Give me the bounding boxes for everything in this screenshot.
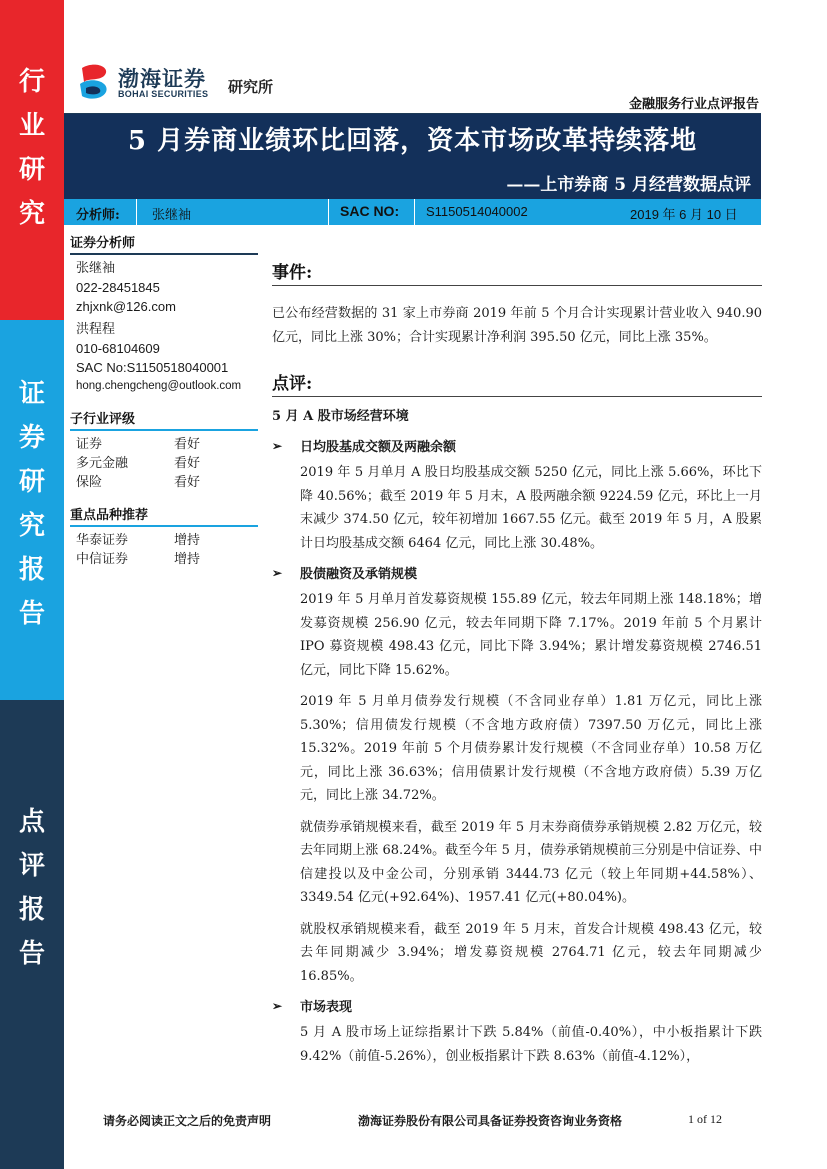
side-char: 业 (18, 111, 45, 141)
side-char: 告 (18, 599, 45, 629)
picks-section-heading: 重点品种推荐 (70, 504, 258, 527)
side-char: 报 (18, 555, 45, 585)
side-char: 评 (18, 851, 45, 881)
side-char: 点 (18, 807, 45, 837)
paragraph: 就债券承销规模来看，截至 2019 年 5 月末券商债券承销规模 2.82 万亿元，较去年同期上涨 68.24%。截至今年 5 月，债券承销规模前三分别是中信证券、中信建投以及中金公司，分别承销 3444.73 亿元（较上年同期+44.58%）、3349.54 亿元(+92.64%)、1957.41 亿元(+80.04%)。 (300, 819, 762, 905)
bullet-label: 市场表现 (300, 1000, 353, 1015)
paragraph: 就股权承销规模来看，截至 2019 年 5 月末，首发合计规模 498.43 亿元，较去年同期减少 3.94%；增发募资规模 2764.71 亿元，较去年同期减少 16.85%。 (300, 921, 762, 984)
side-char: 研 (18, 155, 45, 185)
title-band (64, 114, 761, 199)
event-paragraph: 已公布经营数据的 31 家上市券商 2019 年前 5 个月合计实现累计营业收入 940.90 亿元，同比上涨 30%；合计实现累计净利润 395.50 亿元，同比上涨 35%。 (272, 306, 762, 345)
rating-name: 多元金融 (76, 456, 129, 471)
pick-rating: 增持 (174, 552, 201, 567)
side-bar-securities-report (0, 320, 64, 700)
qualification-note: 渤海证券股份有限公司具备证券投资咨询业务资格 (358, 1114, 623, 1128)
bullet-label: 股债融资及承销规模 (300, 567, 418, 582)
subsection-heading: 5 月 A 股市场经营环境 (272, 409, 409, 424)
analyst-1-email[interactable]: zhjxnk@126.com (76, 299, 176, 314)
rating-row (70, 454, 258, 473)
logo-chinese-name: 渤海证券 (118, 67, 206, 91)
sac-label: SAC NO: (340, 203, 400, 219)
main-content (272, 258, 762, 1068)
analyst-2-sac: SAC No:S1150518040001 (76, 360, 229, 375)
rating-row (70, 473, 258, 492)
report-type: 金融服务行业点评报告 (628, 97, 759, 112)
analyst-section-heading: 证券分析师 (70, 232, 258, 255)
divider (414, 199, 415, 225)
bohai-logo-icon (78, 62, 114, 102)
paragraph: 2019 年 5 月单月债券发行规模（不含同业存单）1.81 万亿元，同比上涨 5.30%；信用债发行规模（不含地方政府债）7397.50 万亿元，同比上涨 15.32%。2019 年前 5 个月债券累计发行规模（不含同业存单）10.58 万亿元，同比上涨 36.63%；信用债累计发行规模（不含地方政府债）5.39 万亿元，同比上涨 34.72%。 (300, 694, 762, 803)
analyst-label: 分析师: (76, 208, 120, 223)
report-date: 2019 年 6 月 10 日 (630, 207, 738, 222)
disclaimer-note: 请务必阅读正文之后的免责声明 (103, 1114, 272, 1128)
paragraph: 2019 年 5 月单月首发募资规模 155.89 亿元，较去年同期上涨 148.18%；增发募资规模 256.90 亿元，较去年同期下降 7.17%。2019 年前 5 个月累计 IPO 募资规模 498.43 亿元，同比下降 3.94%；累计增发募资规模 2746.51 亿元，同比下降 15.62%。 (300, 592, 762, 678)
logo-english-name: BOHAI SECURITIES (118, 89, 209, 99)
left-info-column (70, 232, 258, 569)
comment-heading: 点评: (272, 369, 762, 397)
report-subtitle: ——上市券商 5 月经营数据点评 (506, 175, 751, 195)
pick-row (70, 550, 258, 569)
event-heading: 事件: (272, 258, 762, 286)
page-number: 1 of 12 (688, 1112, 722, 1126)
arrow-bullet-icon: ➢ (272, 438, 283, 453)
analyst-info-bar (64, 199, 761, 225)
side-char: 究 (18, 511, 45, 541)
bullet-heading (272, 563, 762, 582)
pick-name: 华泰证券 (76, 533, 129, 548)
arrow-bullet-icon: ➢ (272, 998, 283, 1013)
side-char: 告 (18, 939, 45, 969)
rating-section-heading: 子行业评级 (70, 408, 258, 431)
side-char: 报 (18, 895, 45, 925)
bullet-label: 日均股基成交额及两融余额 (300, 440, 457, 455)
analyst-name: 张继袖 (152, 208, 192, 223)
side-char: 券 (18, 423, 45, 453)
side-char: 行 (18, 67, 45, 97)
analyst-2-email[interactable]: hong.chengcheng@outlook.com (76, 380, 242, 392)
sac-number: S1150514040002 (426, 204, 528, 219)
side-char: 究 (18, 199, 45, 229)
side-char: 研 (18, 467, 45, 497)
rating-name: 证券 (76, 437, 103, 452)
paragraph: 5 月 A 股市场上证综指累计下跌 5.84%（前值-0.40%），中小板指累计下跌 9.42%（前值-5.26%），创业板指累计下跌 8.63%（前值-4.12%）， (300, 1025, 762, 1064)
pick-rating: 增持 (174, 533, 201, 548)
divider (136, 199, 137, 225)
analyst-2-name: 洪程程 (76, 322, 116, 337)
side-bar-industry-research (0, 0, 64, 320)
pick-name: 中信证券 (76, 552, 129, 567)
logo-institute: 研究所 (228, 78, 274, 96)
bullet-heading (272, 436, 762, 455)
side-char: 证 (18, 379, 45, 409)
rating-row (70, 435, 258, 454)
report-title: 5 月券商业绩环比回落，资本市场改革持续落地 (127, 126, 698, 156)
analyst-2-phone: 010-68104609 (76, 341, 160, 356)
rating-value: 看好 (174, 475, 201, 490)
bullet-heading (272, 996, 762, 1015)
rating-name: 保险 (76, 475, 103, 490)
rating-value: 看好 (174, 456, 201, 471)
analyst-1-phone: 022-28451845 (76, 280, 160, 295)
divider (328, 199, 329, 225)
rating-value: 看好 (174, 437, 201, 452)
side-bar-comment-report (0, 700, 64, 1169)
analyst-1-name: 张继袖 (76, 261, 116, 276)
pick-row (70, 531, 258, 550)
bohai-logo (78, 62, 288, 104)
arrow-bullet-icon: ➢ (272, 565, 283, 580)
paragraph: 2019 年 5 月单月 A 股日均股基成交额 5250 亿元，同比上涨 5.66%，环比下降 40.56%；截至 2019 年 5 月末，A 股两融余额 9224.59 亿元，环比上一月末减少 374.50 亿元，较年初增加 1667.55 亿元。截至 2019 年 5 月，A 股累计日均股基成交额 6464 亿元，同比上涨 30.48%。 (300, 465, 762, 551)
